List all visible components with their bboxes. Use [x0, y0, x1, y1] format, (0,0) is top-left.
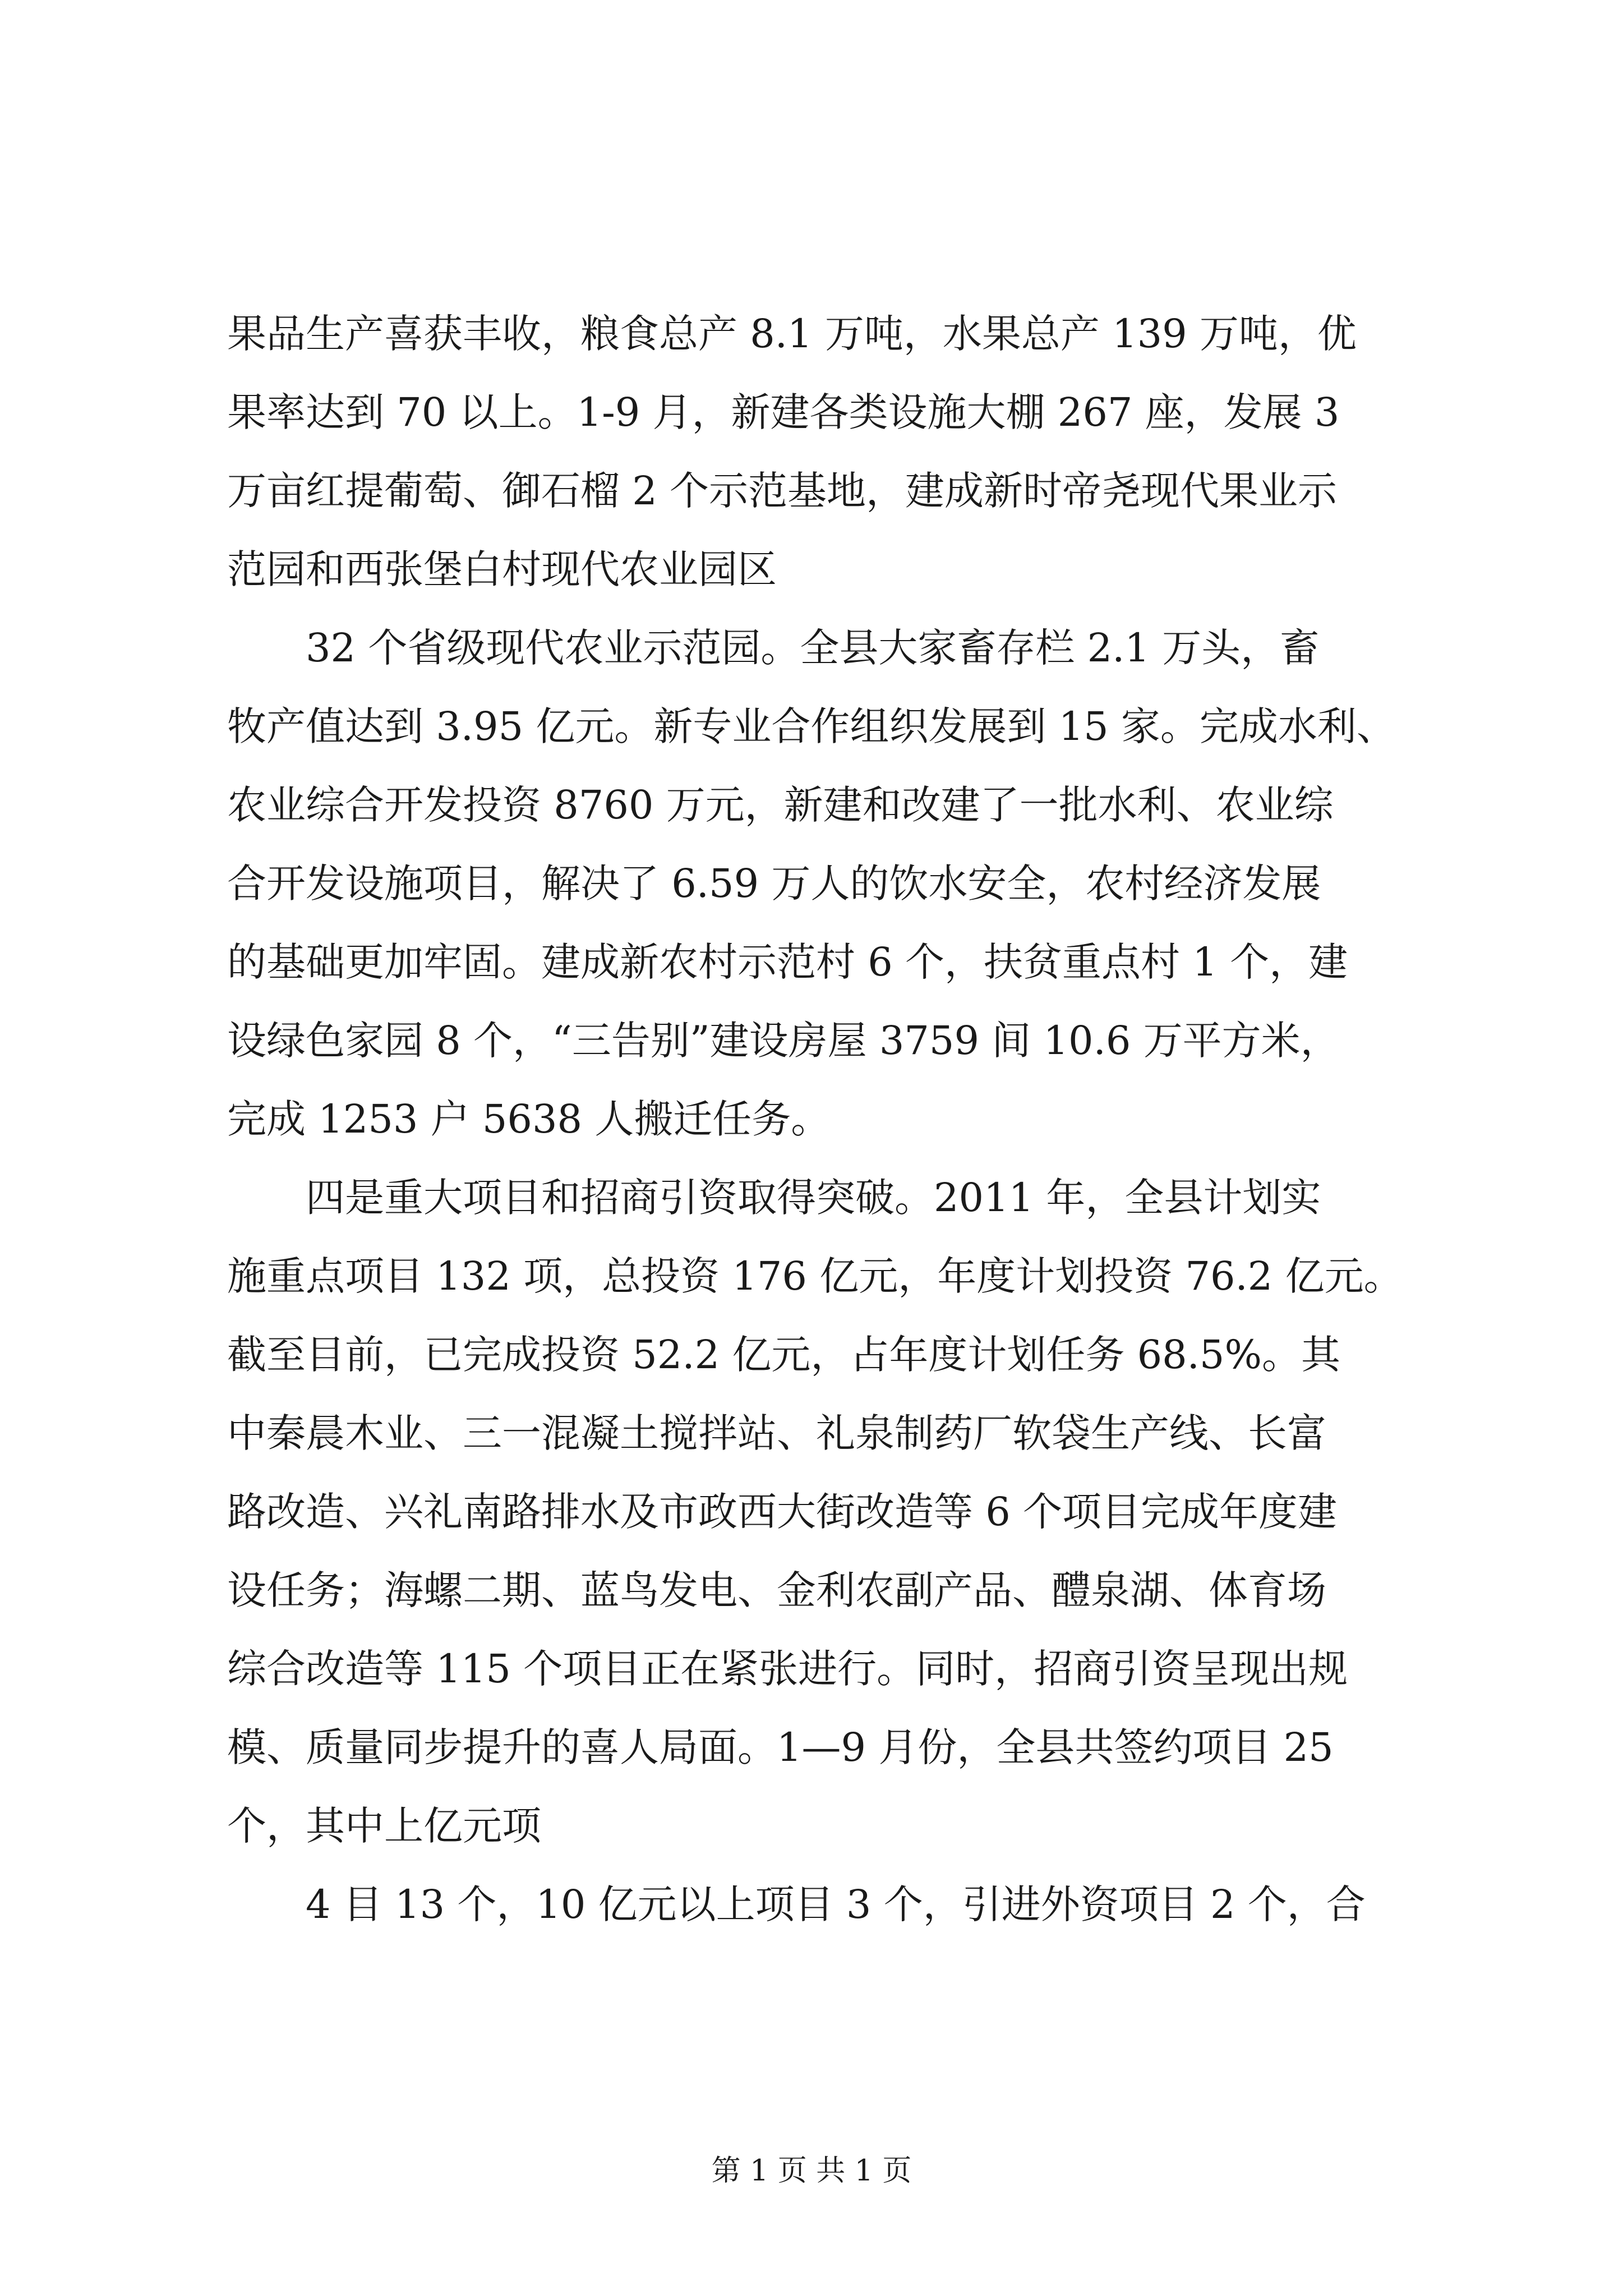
text-line: 四是重大项目和招商引资取得突破。2011 年，全县计划实: [306, 1175, 1321, 1221]
text-line: 范园和西张堡白村现代农业园区: [227, 546, 777, 592]
text-line: 综合改造等 115 个项目正在紧张进行。同时，招商引资呈现出规: [227, 1646, 1348, 1692]
text-line: 果率达到 70 以上。1-9 月，新建各类设施大棚 267 座，发展 3: [227, 389, 1340, 435]
text-line: 中秦晨木业、三一混凝土搅拌站、礼泉制药厂软袋生产线、长富: [227, 1410, 1326, 1456]
text-line: 牧产值达到 3.95 亿元。新专业合作组织发展到 15 家。完成水利、: [227, 703, 1396, 749]
text-line: 路改造、兴礼南路排水及市政西大街改造等 6 个项目完成年度建: [227, 1489, 1338, 1535]
body-text: [227, 295, 1413, 1944]
text-line: 个，其中上亿元项: [227, 1803, 541, 1849]
text-line: 施重点项目 132 项，总投资 176 亿元，年度计划投资 76.2 亿元。: [227, 1253, 1403, 1299]
text-line: 合开发设施项目，解决了 6.59 万人的饮水安全，农村经济发展: [227, 861, 1321, 907]
text-line: 完成 1253 户 5638 人搬迁任务。: [227, 1096, 831, 1142]
page-footer: 第 1 页 共 1 页: [711, 2154, 912, 2188]
text-line: 农业综合开发投资 8760 万元，新建和改建了一批水利、农业综: [227, 782, 1334, 828]
text-line: 设任务；海螺二期、蓝鸟发电、金利农副产品、醴泉湖、体育场: [227, 1567, 1326, 1613]
text-line: 32 个省级现代农业示范园。全县大家畜存栏 2.1 万头，畜: [306, 625, 1320, 671]
text-line: 截至目前，已完成投资 52.2 亿元，占年度计划任务 68.5%。其: [227, 1332, 1340, 1378]
text-line: 万亩红提葡萄、御石榴 2 个示范基地，建成新时帝尧现代果业示: [227, 468, 1338, 514]
text-line: 模、质量同步提升的喜人局面。1—9 月份，全县共签约项目 25: [227, 1724, 1334, 1770]
text-line: 果品生产喜获丰收，粮食总产 8.1 万吨，水果总产 139 万吨，优: [227, 311, 1357, 357]
text-line: 4 目 13 个，10 亿元以上项目 3 个，引进外资项目 2 个，合: [306, 1881, 1366, 1927]
text-line: 设绿色家园 8 个，“三告别”建设房屋 3759 间 10.6 万平方米，: [227, 1018, 1340, 1064]
text-line: 的基础更加牢固。建成新农村示范村 6 个，扶贫重点村 1 个，建: [227, 939, 1348, 985]
